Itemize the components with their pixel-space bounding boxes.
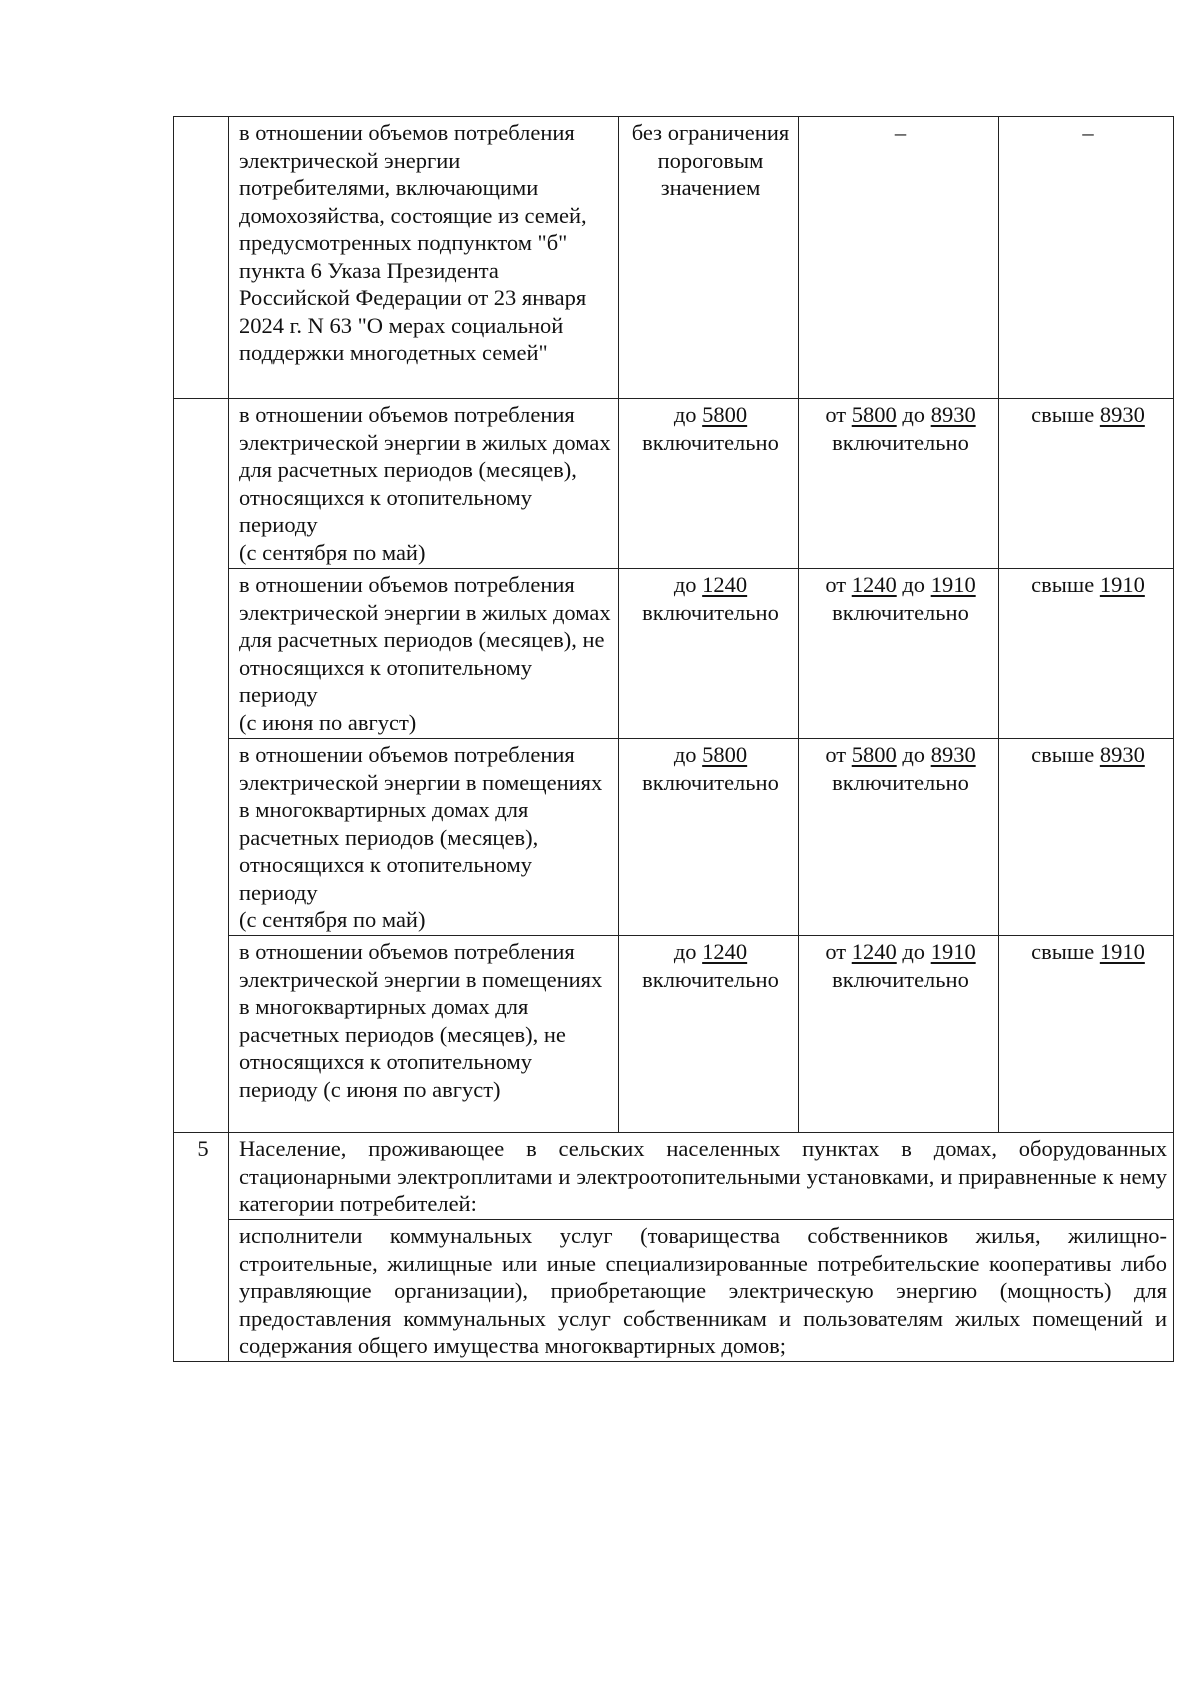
value-link[interactable]: 5800 bbox=[702, 742, 748, 767]
table-row bbox=[174, 1133, 1174, 1220]
row-description bbox=[229, 739, 619, 936]
row-description bbox=[229, 399, 619, 569]
suffix-text: включительно bbox=[832, 769, 969, 795]
prefix-text: от bbox=[825, 742, 852, 767]
table-row bbox=[174, 399, 1174, 569]
threshold-col2 bbox=[799, 117, 999, 399]
row-number-cell: 5 bbox=[174, 1133, 229, 1362]
prefix-text: свыше bbox=[1031, 939, 1100, 964]
value-link[interactable]: 1240 bbox=[702, 939, 748, 964]
threshold-col2 bbox=[799, 569, 999, 739]
mid-text: до bbox=[896, 742, 931, 767]
threshold-col3 bbox=[999, 117, 1174, 399]
suffix-text: включительно bbox=[832, 599, 969, 625]
suffix-text: включительно bbox=[642, 769, 779, 795]
threshold-col1 bbox=[619, 569, 799, 739]
description-text: в отношении объемов потребления электрической энергии в жилых домах для расчетных периодов (месяцев), относящихся к отопительному периоду bbox=[239, 402, 611, 537]
description-text: в отношении объемов потребления электрической энергии в помещениях в многоквартирных домах для расчетных периодов (месяцев), относящихся к отопительному периоду bbox=[239, 742, 603, 905]
prefix-text: от bbox=[825, 939, 852, 964]
prefix-text: свыше bbox=[1031, 742, 1100, 767]
value-link[interactable]: 8930 bbox=[1099, 402, 1145, 427]
suffix-text: включительно bbox=[642, 599, 779, 625]
threshold-col3 bbox=[999, 936, 1174, 1133]
section-title: Население, проживающее в сельских населенных пунктах в домах, оборудованных стационарными электроплитами и электроотопительными установками, и приравненные к нему категории потребителей: bbox=[229, 1133, 1174, 1220]
value-link[interactable]: 1910 bbox=[930, 939, 976, 964]
value-link[interactable]: 8930 bbox=[930, 402, 976, 427]
value-link[interactable]: 1910 bbox=[1099, 939, 1145, 964]
mid-text: до bbox=[896, 939, 931, 964]
suffix-text: включительно bbox=[832, 429, 969, 455]
dash-value: – bbox=[1082, 120, 1094, 145]
table-row bbox=[174, 936, 1174, 1133]
prefix-text: до bbox=[673, 572, 703, 597]
threshold-col2 bbox=[799, 399, 999, 569]
row-number-cell bbox=[174, 399, 229, 1133]
mid-text: до bbox=[896, 402, 931, 427]
threshold-col1: без ограничения пороговым значением bbox=[619, 117, 799, 399]
row-description: в отношении объемов потребления электрической энергии потребителями, включающими домохозяйства, состоящие из семей, предусмотренных подпунктом "б" пункта 6 Указа Президента Российской Федерации от 23 января 2024 г. N 63 "О мерах социальной поддержки многодетных семей" bbox=[229, 117, 619, 399]
description-text: в отношении объемов потребления электрической энергии в жилых домах для расчетных периодов (месяцев), не относящихся к отопительному периоду bbox=[239, 572, 611, 707]
threshold-col3 bbox=[999, 399, 1174, 569]
threshold-col1 bbox=[619, 399, 799, 569]
prefix-text: свыше bbox=[1031, 402, 1100, 427]
threshold-col2 bbox=[799, 936, 999, 1133]
prefix-text: до bbox=[673, 402, 703, 427]
suffix-text: включительно bbox=[642, 966, 779, 992]
tariff-table bbox=[173, 116, 1174, 1362]
prefix-text: до bbox=[673, 742, 703, 767]
value-link[interactable]: 8930 bbox=[1099, 742, 1145, 767]
prefix-text: до bbox=[673, 939, 703, 964]
mid-text: до bbox=[896, 572, 931, 597]
value-link[interactable]: 8930 bbox=[930, 742, 976, 767]
row-description bbox=[229, 569, 619, 739]
suffix-text: включительно bbox=[642, 429, 779, 455]
value-link[interactable]: 1240 bbox=[702, 572, 748, 597]
prefix-text: от bbox=[825, 572, 852, 597]
table-row bbox=[174, 117, 1174, 399]
value-link[interactable]: 5800 bbox=[851, 742, 897, 767]
prefix-text: от bbox=[825, 402, 852, 427]
value-link[interactable]: 1910 bbox=[930, 572, 976, 597]
threshold-col1 bbox=[619, 936, 799, 1133]
period-text: (с сентября по май) bbox=[239, 907, 426, 932]
table-row bbox=[174, 1220, 1174, 1362]
period-text: (с сентября по май) bbox=[239, 539, 426, 565]
row-number-cell bbox=[174, 117, 229, 399]
value-link[interactable]: 1240 bbox=[851, 939, 897, 964]
value-link[interactable]: 1910 bbox=[1099, 572, 1145, 597]
value-link[interactable]: 1240 bbox=[851, 572, 897, 597]
dash-value: – bbox=[894, 120, 907, 145]
threshold-col3 bbox=[999, 739, 1174, 936]
table-row bbox=[174, 739, 1174, 936]
section-text: исполнители коммунальных услуг (товарищества собственников жилья, жилищно-строительные, жилищные или иные специализированные потребительские кооперативы либо управляющие организации), приобретающие электрическую энергию (мощность) для предоставления коммунальных услуг собственникам и пользователям жилых помещений и содержания общего имущества многоквартирных домов; bbox=[229, 1220, 1174, 1362]
period-text: (с июня по август) bbox=[239, 709, 417, 735]
row-description: в отношении объемов потребления электрической энергии в помещениях в многоквартирных домах для расчетных периодов (месяцев), не относящихся к отопительному периоду (с июня по август) bbox=[229, 936, 619, 1133]
suffix-text: включительно bbox=[832, 966, 969, 992]
prefix-text: свыше bbox=[1031, 572, 1100, 597]
value-link[interactable]: 5800 bbox=[702, 402, 748, 427]
value-link[interactable]: 5800 bbox=[851, 402, 897, 427]
table-row bbox=[174, 569, 1174, 739]
threshold-col3 bbox=[999, 569, 1174, 739]
threshold-col2 bbox=[799, 739, 999, 936]
threshold-col1 bbox=[619, 739, 799, 936]
